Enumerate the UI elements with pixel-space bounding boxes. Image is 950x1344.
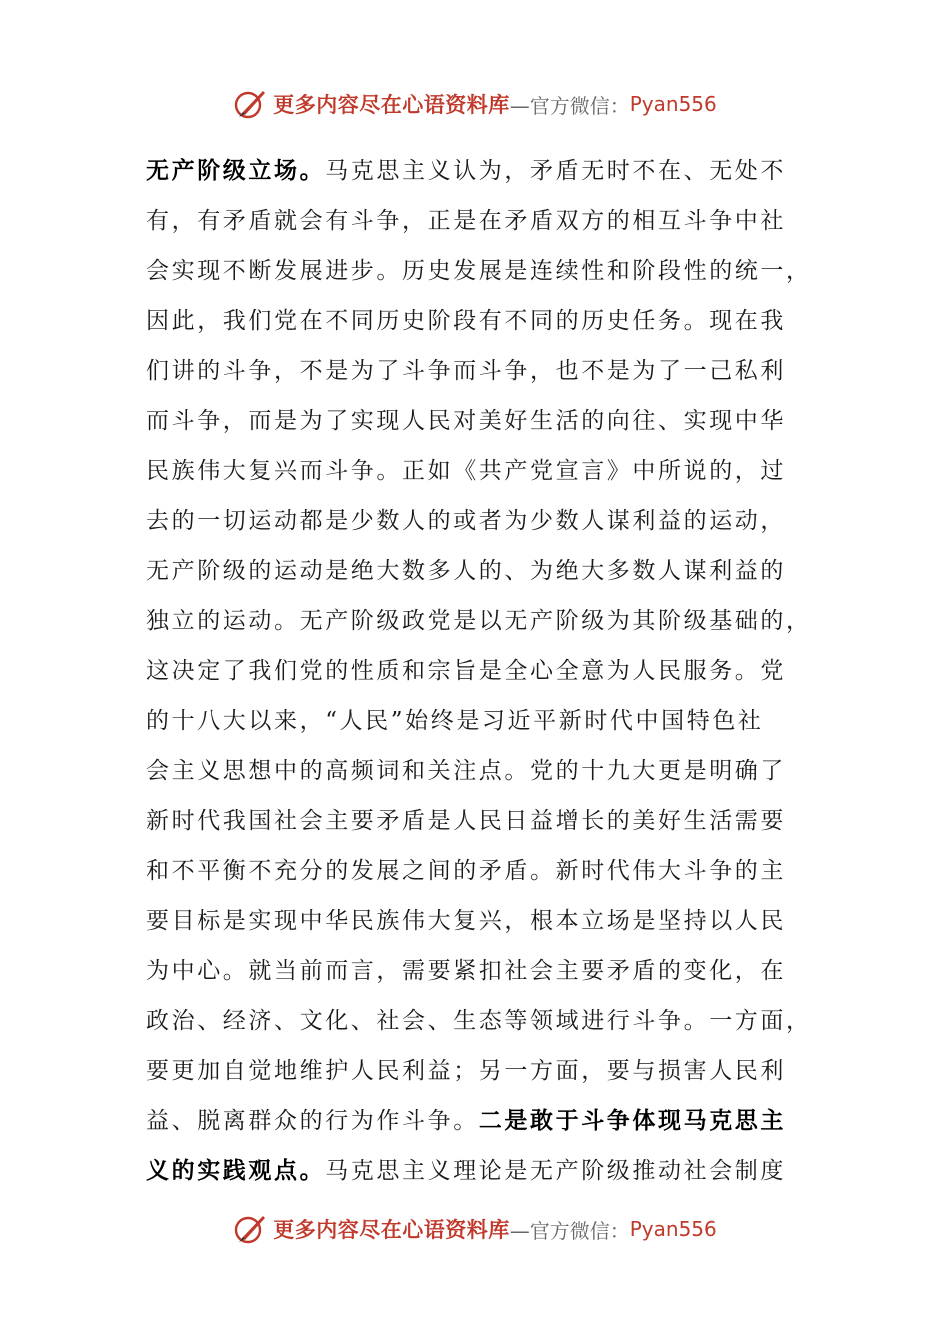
text-line: 要更加自觉地维护人民利益；另一方面，要与损害人民利 bbox=[146, 1058, 786, 1084]
text-line bbox=[146, 1096, 806, 1146]
line-text: 马克思主义理论是无产阶级推动社会制度 bbox=[325, 1158, 787, 1184]
text-line bbox=[146, 146, 806, 196]
text-line: 这决定了我们党的性质和宗旨是全心全意为人民服务。党 bbox=[146, 658, 786, 684]
quill-pen-icon bbox=[233, 87, 267, 121]
bold-heading: 义的实践观点。 bbox=[146, 1157, 326, 1184]
text-line: 而斗争，而是为了实现人民对美好生活的向往、实现中华 bbox=[146, 408, 786, 434]
header-wechat-handle: Pyan556 bbox=[629, 92, 717, 116]
text-line: 为中心。就当前而言，需要紧扣社会主要矛盾的变化，在 bbox=[146, 958, 786, 984]
text-line: 民族伟大复兴而斗争。正如《共产党宣言》中所说的，过 bbox=[146, 458, 786, 484]
footer-wechat-handle: Pyan556 bbox=[629, 1217, 717, 1241]
text-line: 会实现不断发展进步。历史发展是连续性和阶段性的统一， bbox=[146, 258, 812, 284]
text-line: 的十八大以来，“人民”始终是习近平新时代中国特色社 bbox=[146, 708, 764, 734]
text-line bbox=[146, 1146, 806, 1196]
quill-pen-icon bbox=[233, 1212, 267, 1246]
text-line: 独立的运动。无产阶级政党是以无产阶级为其阶级基础的， bbox=[146, 608, 812, 634]
header-separator: —官方微信： bbox=[509, 93, 630, 118]
line-text: 益、脱离群众的行为作斗争。 bbox=[146, 1108, 479, 1134]
text-line: 要目标是实现中华民族伟大复兴，根本立场是坚持以人民 bbox=[146, 908, 786, 934]
bold-heading: 二是敢于斗争体现马克思主 bbox=[478, 1107, 787, 1134]
document-body bbox=[146, 146, 812, 1196]
footer-separator: —官方微信： bbox=[509, 1218, 630, 1243]
text-line: 新时代我国社会主要矛盾是人民日益增长的美好生活需要 bbox=[146, 808, 786, 834]
text-line: 政治、经济、文化、社会、生态等领域进行斗争。一方面， bbox=[146, 1008, 812, 1034]
line-text: 马克思主义认为，矛盾无时不在、无处不 bbox=[325, 158, 787, 184]
text-line: 去的一切运动都是少数人的或者为少数人谋利益的运动， bbox=[146, 508, 786, 534]
header-watermark-banner bbox=[0, 84, 950, 124]
header-site-text: 更多内容尽在心语资料库 bbox=[273, 93, 510, 117]
bold-heading: 无产阶级立场。 bbox=[146, 157, 326, 184]
footer-site-text: 更多内容尽在心语资料库 bbox=[273, 1218, 510, 1242]
footer-watermark-banner bbox=[0, 1209, 950, 1249]
text-line: 们讲的斗争，不是为了斗争而斗争，也不是为了一己私利 bbox=[146, 358, 786, 384]
text-line: 无产阶级的运动是绝大数多人的、为绝大多数人谋利益的 bbox=[146, 558, 786, 584]
text-line: 因此，我们党在不同历史阶段有不同的历史任务。现在我 bbox=[146, 308, 786, 334]
text-line: 和不平衡不充分的发展之间的矛盾。新时代伟大斗争的主 bbox=[146, 858, 786, 884]
text-line: 有，有矛盾就会有斗争，正是在矛盾双方的相互斗争中社 bbox=[146, 208, 786, 234]
text-line: 会主义思想中的高频词和关注点。党的十九大更是明确了 bbox=[146, 758, 786, 784]
